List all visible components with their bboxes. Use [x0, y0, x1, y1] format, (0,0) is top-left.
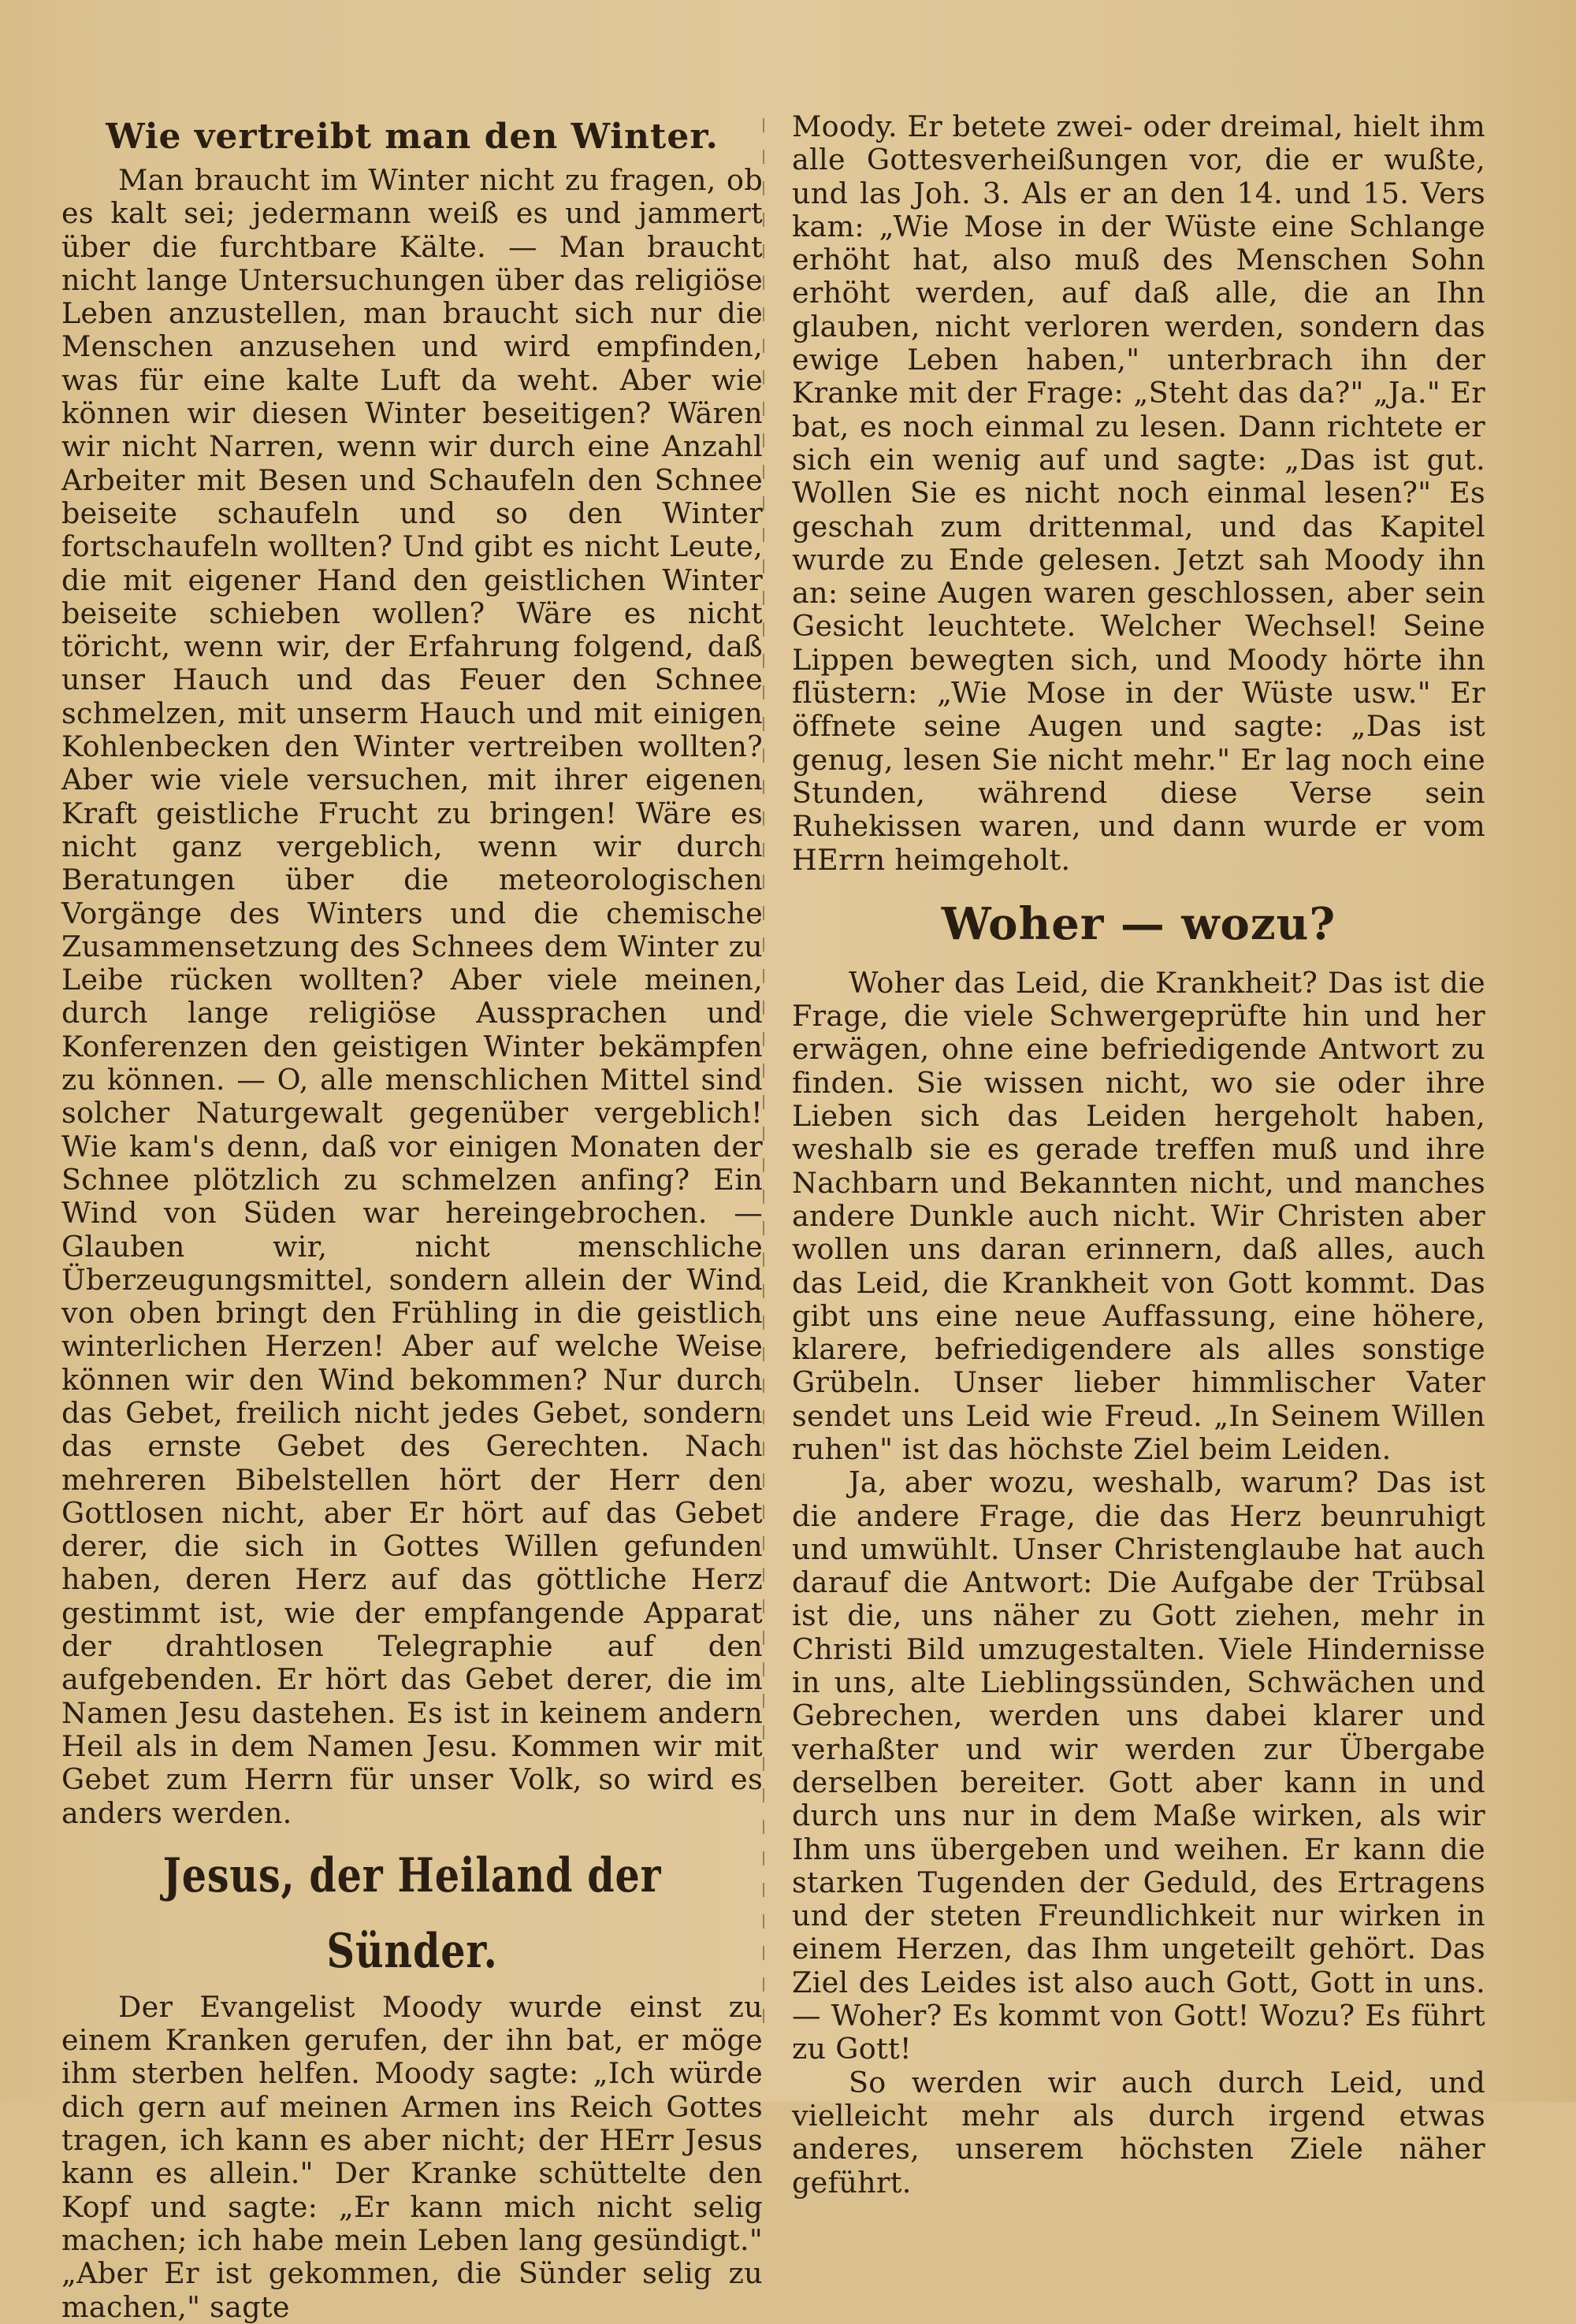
article-body-jesus: Der Evangelist Moody wurde einst zu einem Kranken gerufen, der ihn bat, er möge ihm sterben helfen. Moody sagte: „Ich würde dich gern auf meinen Armen ins Reich Gottes tragen, ich kann es aber nicht; der HErr Jesus kann es allein." Der Kranke schüttelte den Kopf und sagte: „Er kann mich nicht selig machen; ich habe mein Leben lang gesündigt." „Aber Er ist gekommen, die Sünder selig zu machen," sagte — [61, 1989, 763, 2324]
article-title-woher: Woher — wozu? — [941, 897, 1336, 950]
article-paragraph-1: Woher das Leid, die Krankheit? Das ist die Frage, die viele Schwergeprüfte hin und her erwägen, ohne eine befriedigende Antwort zu finden. Sie wissen nicht, wo sie oder ihre Lieben sich das Leiden hergeholt haben, weshalb sie es gerade treffen muß und ihre Nachbarn und Bekannten nicht, und manches andere Dunkle auch nicht. Wir Christen aber wollen uns daran erinnern, daß alles, auch das Leid, die Krankheit von Gott kommt. Das gibt uns eine neue Auffassung, eine höhere, klarere, befriedigendere als alles sonstige Grübeln. Unser lieber himmlischer Vater sendet uns Leid wie Freud. „In Seinem Willen ruhen" ist das höchste Ziel beim Leiden. — [792, 965, 1485, 1466]
article-body-jesus-continued: Moody. Er betete zwei- oder dreimal, hielt ihm alle Gottesverheißungen vor, die er wußte, und las Joh. 3. Als er an den 14. und 15. Vers kam: „Wie Mose in der Wüste eine Schlange erhöht hat, also muß des Menschen Sohn erhöht werden, auf daß alle, die an Ihn glauben, nicht verloren werden, sondern das ewige Leben haben," unterbrach ihn der Kranke mit der Frage: „Steht das da?" „Ja." Er bat, es noch einmal zu lesen. Dann richtete er sich ein wenig auf und sagte: „Das ist gut. Wollen Sie es nicht noch einmal lesen?" Es geschah zum drittenmal, und das Kapitel wurde zu Ende gelesen. Jetzt sah Moody ihn an: seine Augen waren geschlossen, aber sein Gesicht leuchtete. Welcher Wechsel! Seine Lippen bewegten sich, und Moody hörte ihn flüstern: „Wie Mose in der Wüste usw." Er öffnete seine Augen und sagte: „Das ist genug, lesen Sie nicht mehr." Er lag noch eine Stunden, während diese Verse sein Ruhekissen waren, und dann wurde er vom HErrn heimgeholt. — [792, 110, 1485, 877]
article-paragraph-3: So werden wir auch durch Leid, und vielleicht mehr als durch irgend etwas anderes, unserem höchsten Ziele näher geführt. — [792, 2065, 1485, 2200]
article-body-winter: Man braucht im Winter nicht zu fragen, ob es kalt sei; jedermann weiß es und jammert über die furchtbare Kälte. — Man braucht nicht lange Untersuchungen über das religiöse Leben anzustellen, man braucht sich nur die Menschen anzusehen und wird empfinden, was für eine kalte Luft da weht. Aber wie können wir diesen Winter beseitigen? Wären wir nicht Narren, wenn wir durch eine Anzahl Arbeiter mit Besen und Schaufeln den Schnee beiseite schaufeln und so den Winter fortschaufeln wollten? Und gibt es nicht Leute, die mit eigener Hand den geistlichen Winter beiseite schieben wollen? Wäre es nicht töricht, wenn wir, der Erfahrung folgend, daß unser Hauch und das Feuer den Schnee schmelzen, mit unserm Hauch und mit einigen Kohlenbecken den Winter vertreiben wollten? Aber wie viele versuchen, mit ihrer eigenen Kraft geistliche Frucht zu bringen! Wäre es nicht ganz vergeblich, wenn wir durch Beratungen über die meteorologischen Vorgänge des Winters und die chemische Zusammensetzung des Schnees dem Winter zu Leibe rücken wollten? Aber viele meinen, durch lange religiöse Aussprachen und Konferenzen den geistigen Winter bekämpfen zu können. — O, alle menschlichen Mittel sind solcher Naturgewalt gegenüber vergeblich! Wie kam's denn, daß vor einigen Monaten der Schnee plötzlich zu schmelzen anfing? Ein Wind von Süden war hereingebrochen. — Glauben wir, nicht menschliche Überzeugungsmittel, sondern allein der Wind von oben bringt den Frühling in die geistlich winterlichen Herzen! Aber auf welche Weise können wir den Wind bekommen? Nur durch das Gebet, freilich nicht jedes Gebet, sondern das ernste Gebet des Gerechten. Nach mehreren Bibelstellen hört der Herr den Gottlosen nicht, aber Er hört auf das Gebet derer, die sich in Gottes Willen gefunden haben, deren Herz auf das göttliche Herz gestimmt ist, wie der empfangende Apparat der drahtlosen Telegraphie auf den aufgebenden. Er hört das Gebet derer, die im Namen Jesu dastehen. Es ist in keinem andern Heil als in dem Namen Jesu. Kommen wir mit Gebet zum Herrn für unser Volk, so wird es anders werden. — [61, 163, 763, 1830]
article-title-jesus: Jesus, der Heiland der Sünder. — [162, 1847, 662, 1979]
article-paragraph-2: Ja, aber wozu, weshalb, warum? Das ist die andere Frage, die das Herz beunruhigt und umwühlt. Unser Christenglaube hat auch darauf die Antwort: Die Aufgabe der Trübsal ist die, uns näher zu Gott ziehen, mehr in Christi Bild umzugestalten. Viele Hindernisse in uns, alte Lieblingssünden, Schwächen und Gebrechen, werden uns dabei klarer und verhaßter und wir werden zur Übergabe derselben bereiter. Gott aber kann in und durch uns nur in dem Maße wirken, als wir Ihm uns übergeben und weihen. Er kann die starken Tugenden der Geduld, des Ertragens und der steten Freundlichkeit nur wirken in einem Herzen, das Ihm ungeteilt gehört. Das Ziel des Leides ist also auch Gott, Gott in uns. — Woher? Es kommt von Gott! Wozu? Es führt zu Gott! — [792, 1465, 1485, 2066]
left-column — [61, 112, 763, 2324]
article-title-winter: Wie vertreibt man den Winter. — [106, 117, 719, 157]
column-divider — [763, 118, 764, 2025]
right-column — [792, 110, 1485, 2200]
